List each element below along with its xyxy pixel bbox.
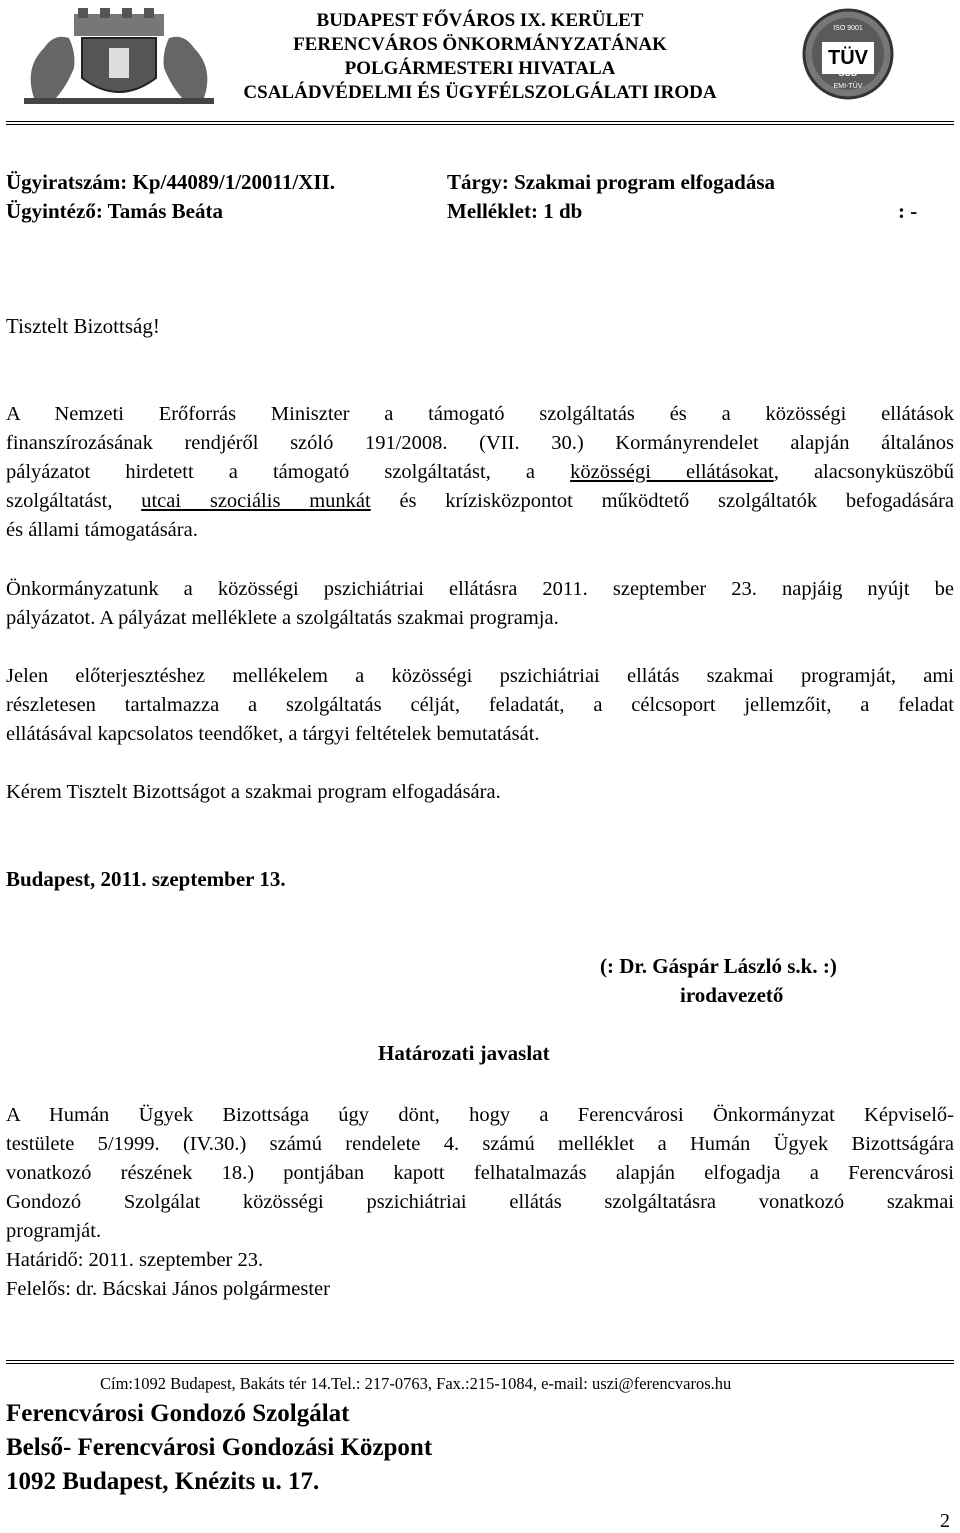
footer-address: 1092 Budapest, Knézits u. 17. [6,1468,320,1495]
attachment-suffix: : - [898,199,918,223]
attachment: Melléklet: 1 db [447,199,583,223]
header-line-4: CSALÁDVÉDELMI ÉS ÜGYFÉLSZOLGÁLATI IRODA [243,82,717,103]
resolution-deadline: Határidő: 2011. szeptember 23. [6,1249,264,1271]
signature-title: irodavezető [680,983,784,1007]
footer-divider [6,1360,954,1361]
paragraph-1-line-1: A Nemzeti Erőforrás Miniszter a támogató szolgáltatás és a közösségi ellátások [6,403,954,425]
resolution-responsible: Felelős: dr. Bácskai János polgármester [6,1278,330,1300]
salutation: Tisztelt Bizottság! [6,314,160,338]
p1-l4-a: szolgáltatást, [6,490,113,512]
paragraph-1 [6,400,954,545]
page-number: 2 [940,1510,950,1532]
paragraph-1-line-2: finanszírozásának rendjéről szóló 191/2008. (VII. 30.) Kormányrendelet alapján általános [6,432,954,454]
footer-org-1: Ferencvárosi Gondozó Szolgálat [6,1400,350,1427]
subject: Tárgy: Szakmai program elfogadása [447,170,776,194]
tuv-iso-text: ISO 9001 [833,25,863,32]
tuv-small-text: SÜD [838,68,858,78]
resolution-body [6,1101,954,1304]
footer-contact: Cím:1092 Budapest, Bakáts tér 14.Tel.: 217-0763, Fax.:215-1084, e-mail: uszi@ferencvaros.hu [100,1374,732,1393]
resolution-line-3: vonatkozó részének 18.) pontjában kapott felhatalmazás alapján elfogadja a Ferencvárosi [6,1162,954,1184]
resolution-line-5: programját. [6,1220,102,1242]
case-officer: Ügyintéző: Tamás Beáta [6,199,223,223]
header-line-1: BUDAPEST FŐVÁROS IX. KERÜLET [316,10,644,31]
p1-l4-b: és krízisközpontot működtető szolgáltatók befogadására [399,490,954,512]
case-number: Ügyiratszám: Kp/44089/1/20011/XII. [6,170,335,194]
resolution-line-4: Gondozó Szolgálat közösségi pszichiátriai ellátás szolgáltatásra vonatkozó szakmai [6,1191,954,1213]
paragraph-3-line-3: ellátásával kapcsolatos teendőket, a tárgyi feltételek bemutatását. [6,723,540,745]
resolution-heading: Határozati javaslat [378,1041,550,1065]
paragraph-1-line-5: és állami támogatására. [6,519,198,541]
street-social-work-underlined: utcai szociális munkát [141,490,371,512]
tuv-sub-text: EMI-TÜV [833,83,863,90]
paragraph-2 [6,575,954,633]
header-divider [6,121,954,122]
tuv-big-text: TÜV [828,47,868,69]
footer-org-2: Belső- Ferencvárosi Gondozási Központ [6,1434,433,1461]
tuv-certification-logo [800,4,896,104]
p1-l3-b: , alacsonyküszöbű [773,461,954,483]
paragraph-2-line-1: Önkormányzatunk a közösségi pszichiátriai ellátásra 2011. szeptember 23. napjáig nyújt be [6,578,954,600]
paragraph-3-line-1: Jelen előterjesztéshez mellékelem a közösségi pszichiátriai ellátás szakmai programját, ami [6,665,954,687]
p1-l3-a: pályázatot hirdetett a támogató szolgáltatást, a [6,461,535,483]
resolution-line-2: testülete 5/1999. (IV.30.) számú rendelete 4. számú melléklet a Humán Ügyek Bizottságára [6,1133,954,1155]
paragraph-1-line-3 [6,458,954,487]
header-line-3: POLGÁRMESTERI HIVATALA [344,58,616,79]
signature-name: (: Dr. Gáspár László s.k. :) [600,954,837,978]
community-services-underlined: közösségi ellátásokat [570,461,774,483]
footer-divider-2 [6,1363,954,1364]
header-line-2: FERENCVÁROS ÖNKORMÁNYZATÁNAK [293,34,667,55]
paragraph-3 [6,662,954,749]
request-text: Kérem Tisztelt Bizottságot a szakmai program elfogadására. [6,781,501,803]
resolution-line-1: A Humán Ügyek Bizottsága úgy dönt, hogy a Ferencvárosi Önkormányzat Képviselő- [6,1104,954,1126]
place-and-date: Budapest, 2011. szeptember 13. [6,867,286,891]
header-divider-2 [6,124,954,125]
paragraph-2-line-2: pályázatot. A pályázat melléklete a szolgáltatás szakmai programja. [6,607,559,629]
paragraph-3-line-2: részletesen tartalmazza a szolgáltatás célját, feladatát, a célcsoport jellemzőit, a feladat [6,694,954,716]
paragraph-1-line-4 [6,487,954,516]
